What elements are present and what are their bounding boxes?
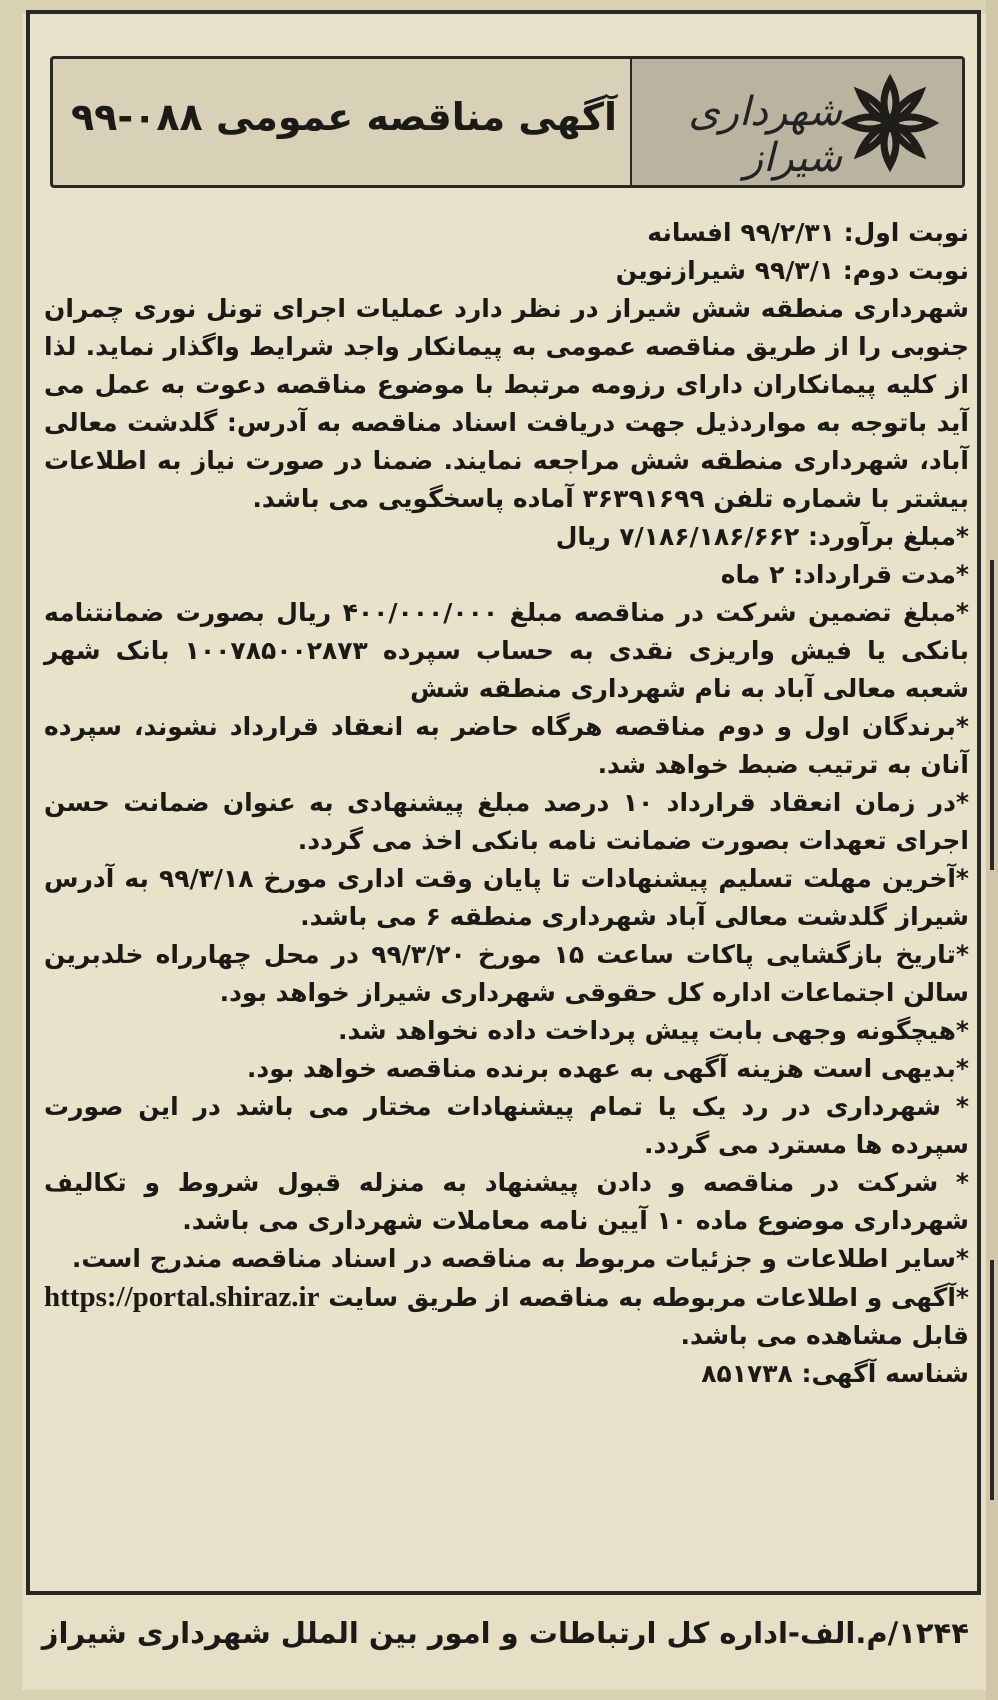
website-text-after: قابل مشاهده می باشد. [680, 1321, 969, 1350]
publication-first: نوبت اول: ۹۹/۲/۳۱ افسانه [647, 218, 969, 247]
other-info-item: *سایر اطلاعات و جزئیات مربوط به مناقصه در اسناد مناقصه مندرج است. [71, 1244, 969, 1273]
prepayment-item: *هیچگونه وجهی بابت پیش پرداخت داده نخواهد شد. [338, 1016, 969, 1045]
tender-notice [26, 10, 981, 1650]
notice-body [44, 214, 969, 1393]
website-text-before: *آگهی و اطلاعات مربوطه به مناقصه از طریق سایت [319, 1283, 969, 1312]
publication-second: نوبت دوم: ۹۹/۳/۱ شیرازنوین [615, 256, 969, 285]
opening-item: *تاریخ بازگشایی پاکات ساعت ۱۵ مورخ ۹۹/۳/۲۰ در محل چهارراه خلدبرین سالن اجتماعات اداره کل حقوقی شهرداری شیراز خواهد بود. [44, 940, 969, 1007]
notice-footer: ۱۲۴۴/م.الف-اداره کل ارتباطات و امور بین الملل شهرداری شیراز [41, 1616, 969, 1650]
website-link[interactable]: https://portal.shiraz.ir [44, 1281, 320, 1313]
website-item [44, 1278, 969, 1355]
municipality-logo [630, 59, 962, 185]
acceptance-item: * شرکت در مناقصه و دادن پیشنهاد به منزله قبول شروط و تکالیف شهرداری موضوع ماده ۱۰ آیین نامه معاملات شهرداری می باشد. [44, 1168, 969, 1235]
duration-item: *مدت قرارداد: ۲ ماه [720, 560, 969, 589]
deadline-item: *آخرین مهلت تسلیم پیشنهادات تا پایان وقت اداری مورخ ۹۹/۳/۱۸ به آدرس شیراز گلدشت معالی آباد شهرداری منطقه ۶ می باشد. [44, 864, 969, 931]
ad-id: شناسه آگهی: ۸۵۱۷۳۸ [701, 1359, 969, 1388]
logo-text: شهرداری شیراز [688, 89, 842, 181]
notice-title: آگهی مناقصه عمومی ۰۸۸-۹۹ [70, 95, 617, 139]
column-rule [990, 1260, 994, 1500]
notice-header [50, 56, 965, 188]
performance-bond-item: *در زمان انعقاد قرارداد ۱۰ درصد مبلغ پیشنهادی به عنوان ضمانت حسن اجرای تعهدات بصورت ضمانت نامه بانکی اخذ می گردد. [44, 788, 969, 855]
ad-cost-item: *بدیهی است هزینه آگهی به عهده برنده مناقصه خواهد بود. [246, 1054, 969, 1083]
column-rule [990, 560, 994, 870]
guarantee-item: *مبلغ تضمین شرکت در مناقصه مبلغ ۴۰۰/۰۰۰/۰۰۰ ریال بصورت ضمانتنامه بانکی یا فیش واریزی نقدی به حساب سپرده ۱۰۰۷۸۵۰۰۲۸۷۳ بانک شهر شعبه معالی آباد به نام شهرداری منطقه شش [44, 598, 970, 703]
winners-item: *برندگان اول و دوم مناقصه هرگاه حاضر به انعقاد قرارداد نشوند، سپرده آنان به ترتیب ضبط خواهد شد. [44, 712, 969, 779]
intro-paragraph: شهرداری منطقه شش شیراز در نظر دارد عملیات اجرای تونل نوری چمران جنوبی را از طریق مناقصه عمومی به پیمانکار واجد شرایط واگذار نماید. لذا از کلیه پیمانکاران دارای رزومه مرتبط با موضوع مناقصه دعوت به عمل می آید باتوجه به مواردذیل جهت دریافت اسناد مناقصه به آدرس: گلدشت معالی آباد، شهرداری منطقه شش مراجعه نمایند. ضمنا در صورت نیاز به اطلاعات بیشتر با شماره تلفن ۳۶۳۹۱۶۹۹ آماده پاسخگویی می باشد. [44, 294, 969, 513]
flower-logo-icon [840, 73, 940, 173]
rejection-item: * شهرداری در رد یک یا تمام پیشنهادات مختار می باشد در این صورت سپرده ها مسترد می گردد. [44, 1092, 969, 1159]
estimate-item: *مبلغ برآورد: ۷/۱۸۶/۱۸۶/۶۶۲ ریال [555, 522, 969, 551]
